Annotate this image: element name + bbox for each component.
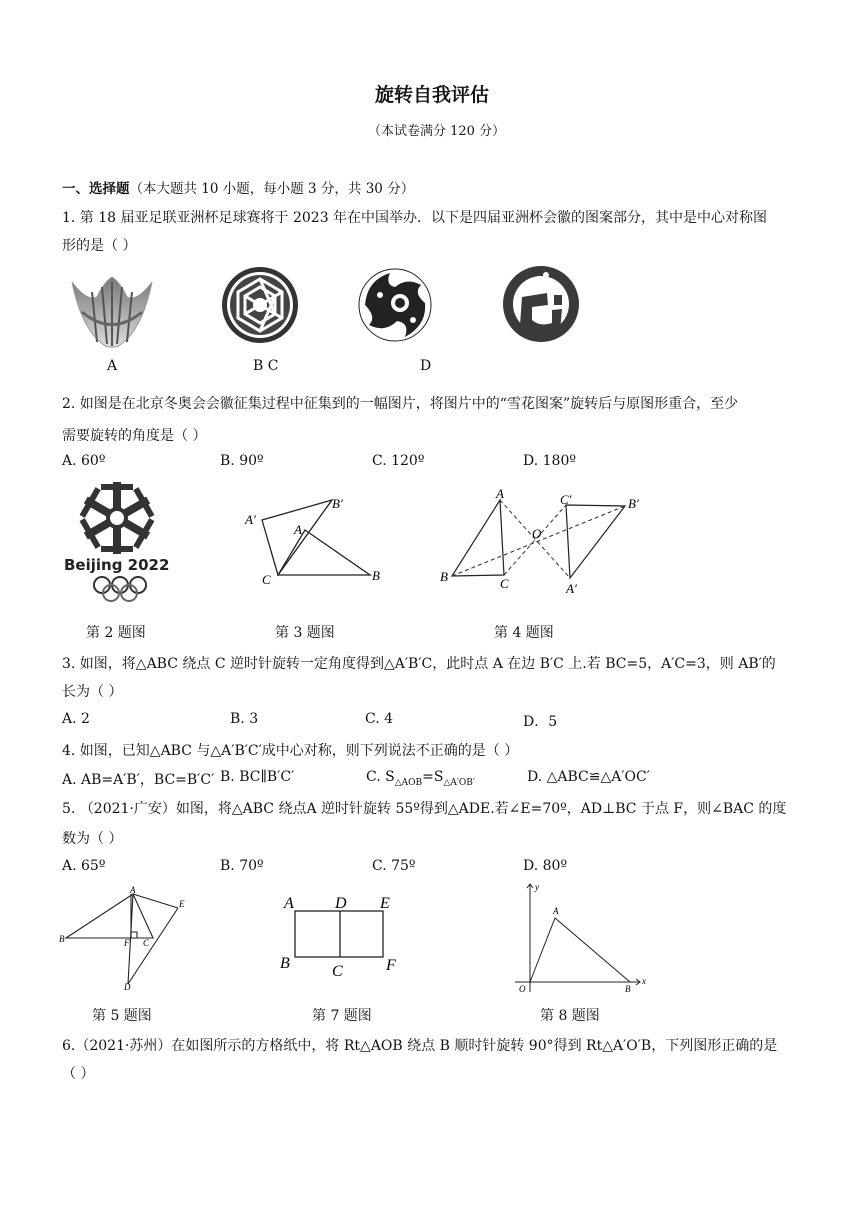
q1-label-bc: B C xyxy=(253,358,279,374)
fig5-label-c: C xyxy=(143,938,150,948)
fig7-label-e: E xyxy=(380,895,390,912)
logo-text: Beijing 2022 xyxy=(64,556,170,574)
fig8-label-x: x xyxy=(642,976,646,986)
q4-option-c-sub2: △A′OB′ xyxy=(443,777,475,788)
q3-option-b: B. 3 xyxy=(230,711,259,727)
fig7-label-f: F xyxy=(386,957,396,974)
emblem-d-image xyxy=(502,265,580,343)
figure-5-diagram xyxy=(58,886,198,991)
q4-option-b: B. BC∥B′C′ xyxy=(220,769,295,785)
fig4-label-cprime: C′ xyxy=(560,492,572,507)
q2-line1: 2. 如图是在北京冬奥会会徽征集过程中征集到的一幅图片，将图片中的“雪花图案”旋转后与原图形重合，至少 xyxy=(62,396,739,412)
fig4-label-aprime: A′ xyxy=(566,581,577,596)
fig3-label-bprime: B′ xyxy=(332,496,343,511)
q2-option-c: C. 120º xyxy=(372,453,425,469)
q4-line1: 4. 如图，已知△ABC 与△A′B′C′成中心对称，则下列说法不正确的是（ ） xyxy=(62,743,519,759)
q2-option-a: A. 60º xyxy=(62,453,106,469)
emblem-c-image xyxy=(355,265,435,345)
figure-4-diagram xyxy=(438,488,648,598)
fig8-label-b: B xyxy=(625,984,631,994)
fig7-label-d: D xyxy=(335,895,347,912)
fig3-label-aprime: A′ xyxy=(245,512,256,527)
q6-line1: 6.（2021·苏州）在如图所示的方格纸中，将 Rt△AOB 绕点 B 顺时针旋转 90°得到 Rt△A′O′B，下列图形正确的是 xyxy=(62,1038,778,1054)
fig3-label-c: C xyxy=(262,572,271,587)
q2-line2: 需要旋转的角度是（ ） xyxy=(62,428,207,444)
fig4-label-o: O xyxy=(532,526,542,541)
section-heading xyxy=(62,177,414,197)
fig4-label-b: B xyxy=(440,569,448,584)
fig5-label-f: F xyxy=(124,938,130,948)
caption-fig-4: 第 4 题图 xyxy=(494,625,554,641)
q6-line2: （ ） xyxy=(62,1066,95,1082)
q1-line1: 1. 第 18 届亚足联亚洲杯足球赛将于 2023 年在中国举办．以下是四届亚洲杯会徽的图案部分，其中是中心对称图 xyxy=(62,210,768,226)
figure-3-diagram xyxy=(240,490,400,590)
fig4-label-bprime: B′ xyxy=(628,496,639,511)
fig7-label-b: B xyxy=(280,955,290,972)
q4-option-a: A. AB=A′B′，BC=B′C′ xyxy=(62,772,215,788)
q1-label-d: D xyxy=(420,358,432,374)
q4-option-c-sub1: △AOB xyxy=(394,777,423,788)
q5-option-d: D. 80º xyxy=(523,858,568,874)
caption-fig-7: 第 7 题图 xyxy=(312,1008,372,1024)
figure-8-diagram xyxy=(505,880,655,995)
fig4-label-a: A xyxy=(496,486,504,501)
q1-line2: 形的是（ ） xyxy=(62,238,137,254)
q5-option-a: A. 65º xyxy=(62,858,106,874)
page-title: 旋转自我评估 xyxy=(375,84,490,106)
emblem-b-image xyxy=(220,265,300,345)
fig8-label-a: A xyxy=(553,906,559,916)
section-heading-note: （本大题共 10 小题，每小题 3 分，共 30 分） xyxy=(129,181,415,197)
q3-option-d: D．5 xyxy=(523,714,558,730)
q3-line1: 3. 如图，将△ABC 绕点 C 逆时针旋转一定角度得到△A′B′C，此时点 A 在边 B′C 上.若 BC=5，A′C=3，则 AB′的 xyxy=(62,656,776,672)
q5-line2: 数为（ ） xyxy=(62,831,123,847)
fig5-label-e: E xyxy=(179,899,185,909)
q4-option-c-pre: C. S xyxy=(366,769,395,785)
fig8-label-y: y xyxy=(535,882,539,892)
q3-line2: 长为（ ） xyxy=(62,684,123,700)
snowflake-logo-image xyxy=(62,478,172,608)
fig8-label-o: O xyxy=(519,984,526,994)
fig3-label-b: B xyxy=(372,568,380,583)
q2-option-d: D. 180º xyxy=(523,453,576,469)
fig7-label-c: C xyxy=(332,963,343,980)
emblem-a-image xyxy=(62,262,162,352)
q3-option-a: A. 2 xyxy=(62,711,90,727)
fig5-label-d: D xyxy=(124,982,131,992)
q4-option-c xyxy=(366,769,475,788)
fig7-label-a: A xyxy=(284,895,294,912)
q2-option-b: B. 90º xyxy=(220,453,264,469)
fig3-label-a: A xyxy=(294,522,302,537)
q1-label-a: A xyxy=(107,358,118,374)
q5-option-b: B. 70º xyxy=(220,858,264,874)
caption-fig-5: 第 5 题图 xyxy=(92,1008,152,1024)
q5-option-c: C. 75º xyxy=(372,858,416,874)
q5-line1: 5. （2021·广安）如图，将△ABC 绕点A 逆时针旋转 55º得到△ADE.若∠E=70º，AD⊥BC 于点 F，则∠BAC 的度 xyxy=(62,801,787,817)
fig5-label-b: B xyxy=(59,934,65,944)
section-heading-label: 一、选择题 xyxy=(62,181,130,197)
figure-7-diagram xyxy=(280,890,410,985)
caption-fig-8: 第 8 题图 xyxy=(540,1008,600,1024)
page-subtitle: （本试卷满分 120 分） xyxy=(368,124,506,139)
caption-fig-2: 第 2 题图 xyxy=(86,625,146,641)
fig5-label-a: A xyxy=(130,885,136,895)
q4-option-c-mid: =S xyxy=(422,769,444,785)
fig4-label-c: C xyxy=(500,576,509,591)
caption-fig-3: 第 3 题图 xyxy=(275,625,335,641)
q3-option-c: C. 4 xyxy=(365,711,394,727)
q4-option-d: D. △ABC≌△A′OC′ xyxy=(527,769,650,785)
